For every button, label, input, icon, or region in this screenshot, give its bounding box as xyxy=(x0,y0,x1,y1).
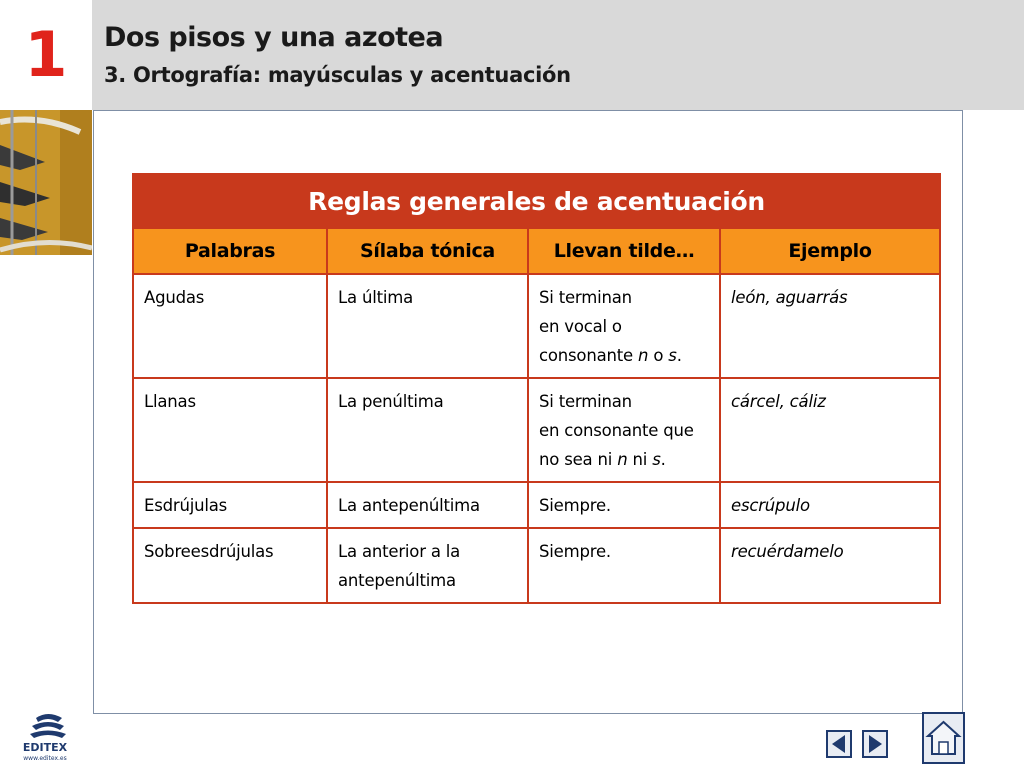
table-title: Reglas generales de acentuación xyxy=(133,174,940,228)
table-row xyxy=(133,482,940,528)
tilde-cell xyxy=(528,274,720,378)
tilde-line: en consonante que xyxy=(539,421,694,440)
spiral-staircase-image xyxy=(0,110,92,255)
word-cell: Esdrújulas xyxy=(133,482,327,528)
next-slide-button[interactable] xyxy=(862,730,888,758)
tilde-line: en vocal o xyxy=(539,317,622,336)
page-subtitle: 3. Ortografía: mayúsculas y acentuación xyxy=(104,63,571,87)
column-header-silaba-tonica: Sílaba tónica xyxy=(327,228,528,274)
tilde-line: Si terminan xyxy=(539,288,632,307)
syllable-line: antepenúltima xyxy=(338,571,456,590)
tilde-cell xyxy=(528,378,720,482)
table-row xyxy=(133,274,940,378)
tilde-cell xyxy=(528,482,720,528)
table-row xyxy=(133,378,940,482)
syllable-line: La antepenúltima xyxy=(338,496,480,515)
triangle-left-icon xyxy=(828,732,850,756)
table-row xyxy=(133,528,940,603)
column-header-palabras: Palabras xyxy=(133,228,327,274)
example-cell: cárcel, cáliz xyxy=(720,378,940,482)
word-cell: Sobreesdrújulas xyxy=(133,528,327,603)
word-cell: Agudas xyxy=(133,274,327,378)
triangle-right-icon xyxy=(864,732,886,756)
example-cell: león, aguarrás xyxy=(720,274,940,378)
word-cell: Llanas xyxy=(133,378,327,482)
column-header-ejemplo: Ejemplo xyxy=(720,228,940,274)
tilde-cell xyxy=(528,528,720,603)
column-header-llevan-tilde: Llevan tilde… xyxy=(528,228,720,274)
house-icon xyxy=(924,714,963,762)
editex-logo xyxy=(18,712,72,762)
header-band xyxy=(0,0,1024,110)
previous-slide-button[interactable] xyxy=(826,730,852,758)
unit-number: 1 xyxy=(0,0,92,110)
logo-text: EDITEX xyxy=(22,741,68,754)
tilde-line: Si terminan xyxy=(539,392,632,411)
tilde-line: consonante n o s. xyxy=(539,346,682,365)
accentuation-rules-table xyxy=(132,173,941,604)
example-cell: recuérdamelo xyxy=(720,528,940,603)
syllable-cell xyxy=(327,274,528,378)
syllable-line: La anterior a la xyxy=(338,542,461,561)
example-cell: escrúpulo xyxy=(720,482,940,528)
syllable-line: La penúltima xyxy=(338,392,444,411)
syllable-cell xyxy=(327,482,528,528)
syllable-line: La última xyxy=(338,288,414,307)
logo-url: www.editex.es xyxy=(23,755,67,762)
syllable-cell xyxy=(327,528,528,603)
syllable-cell xyxy=(327,378,528,482)
tilde-line: Siempre. xyxy=(539,542,611,561)
page-title: Dos pisos y una azotea xyxy=(104,22,444,53)
tilde-line: no sea ni n ni s. xyxy=(539,450,666,469)
tilde-line: Siempre. xyxy=(539,496,611,515)
home-button[interactable] xyxy=(922,712,965,764)
